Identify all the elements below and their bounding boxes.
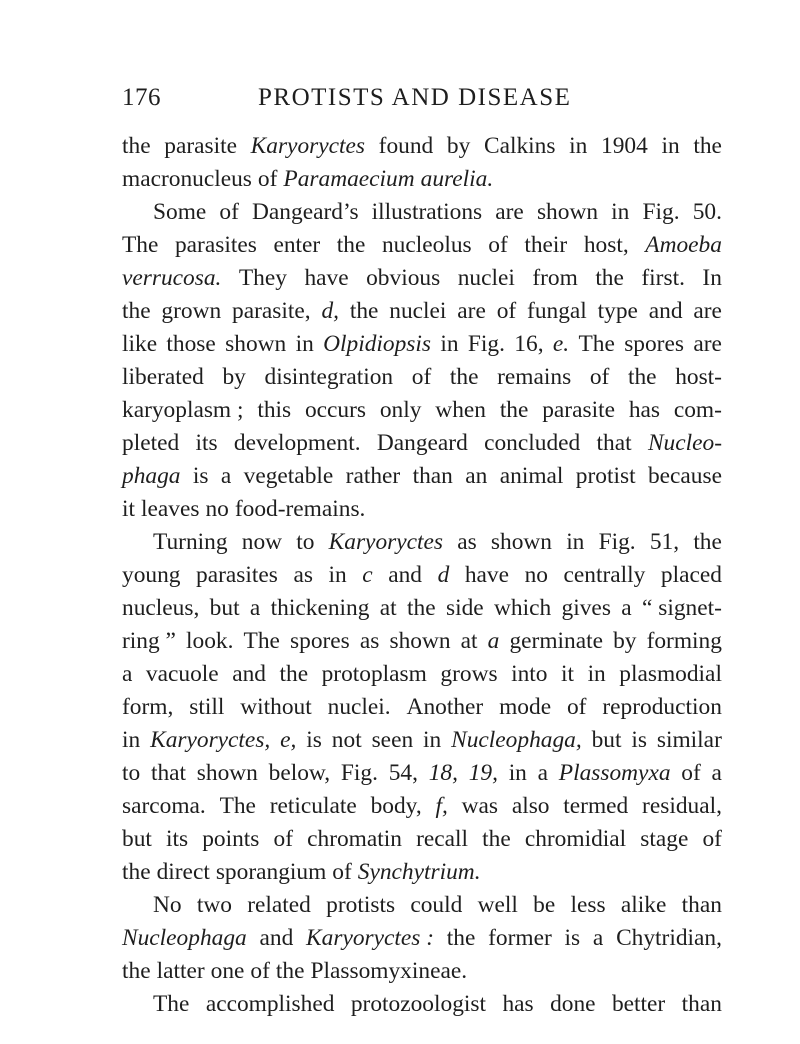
word: sarcoma. (122, 793, 206, 819)
word: spores (290, 628, 350, 654)
word: chromatin (307, 826, 402, 852)
word: found (378, 133, 434, 159)
word: shown (225, 331, 287, 357)
word: Karyoryctes (328, 529, 443, 555)
word: chromidial (524, 826, 627, 852)
word: have (304, 265, 349, 291)
word: host, (583, 232, 629, 258)
word: grown (161, 298, 222, 324)
word: Another (406, 694, 484, 720)
word: 18, (428, 760, 458, 786)
word: be (533, 892, 556, 918)
text-line (122, 163, 722, 196)
word: gives (561, 595, 611, 621)
text-line (122, 592, 722, 625)
word: and (232, 661, 266, 687)
word: and (259, 925, 294, 951)
text-line (122, 823, 722, 856)
word: type (597, 298, 638, 324)
word: by (613, 628, 637, 654)
word: Calkins (483, 133, 556, 159)
text-line (122, 361, 722, 394)
word: Nucleo- (647, 430, 722, 456)
word: e, (280, 727, 297, 753)
text-line (122, 196, 722, 229)
word: the (279, 661, 309, 687)
word: Karyoryctes, (150, 727, 271, 753)
word: fungal (527, 298, 587, 324)
word: the (499, 397, 529, 423)
word: to (122, 760, 141, 786)
word: only (379, 397, 422, 423)
word: direct (156, 859, 210, 885)
word: protozoologist (350, 991, 486, 1017)
word: plasmodial (619, 661, 722, 687)
word: 51, (649, 529, 680, 555)
word: Fig. (598, 529, 636, 555)
word: from (532, 265, 578, 291)
word: Plassomyxineae. (310, 958, 468, 984)
text-line (122, 955, 722, 988)
word: centrally (563, 562, 646, 588)
word: similar (656, 727, 722, 753)
word: a (592, 925, 604, 951)
word: of (589, 364, 610, 390)
text-line (122, 328, 722, 361)
word: grows (440, 661, 498, 687)
word: vegetable (243, 463, 334, 489)
word: host- (675, 364, 722, 390)
word: nucleolus (381, 232, 472, 258)
word: thickening (270, 595, 370, 621)
word: Turning (153, 529, 228, 555)
word: their (524, 232, 568, 258)
word: done (550, 991, 596, 1017)
word: animal (499, 463, 564, 489)
word: also (511, 793, 550, 819)
word: an (465, 463, 488, 489)
word: c (362, 562, 373, 588)
word: occurs (304, 397, 367, 423)
word: are (457, 298, 486, 324)
word: no (524, 562, 548, 588)
page-header (122, 84, 722, 118)
word: 19, (468, 760, 498, 786)
word: still (189, 694, 225, 720)
word: the (122, 133, 151, 159)
word: obvious (366, 265, 441, 291)
word: protoplasm (321, 661, 427, 687)
word: and (388, 562, 423, 588)
word: com- (673, 397, 722, 423)
word: and (648, 298, 683, 324)
word: Nucleophaga (122, 925, 247, 951)
text-line (122, 691, 722, 724)
text-line (122, 988, 722, 1021)
word: The (578, 331, 615, 357)
word: Paramaecium (283, 166, 415, 192)
word: concluded (484, 430, 581, 456)
word: in (587, 661, 606, 687)
word: The (122, 232, 159, 258)
word: Fig. (642, 199, 680, 225)
word: the (122, 958, 151, 984)
word: are (693, 331, 722, 357)
word: recall (416, 826, 469, 852)
text-line (122, 757, 722, 790)
word: is (192, 463, 209, 489)
word: points (202, 826, 260, 852)
word: reticulate (269, 793, 357, 819)
word: of (257, 166, 278, 192)
text-line (122, 889, 722, 922)
word: Chytridian, (616, 925, 722, 951)
word: in (569, 133, 588, 159)
word: The (219, 793, 256, 819)
word: of (411, 364, 432, 390)
word: which (494, 595, 552, 621)
body-text (122, 130, 722, 1021)
text-line (122, 229, 722, 262)
word: a (249, 595, 261, 621)
word: sporangium (215, 859, 327, 885)
word: of (702, 826, 722, 852)
word: of (332, 859, 352, 885)
word: pleted (122, 430, 180, 456)
word: in (122, 727, 141, 753)
word: side (445, 595, 484, 621)
word: latter (156, 958, 205, 984)
text-line (122, 295, 722, 328)
word: the (446, 925, 476, 951)
word: leaves (141, 496, 200, 522)
text-line (122, 493, 722, 526)
word: shown (490, 529, 552, 555)
word: forming (646, 628, 722, 654)
word: vacuole (145, 661, 219, 687)
word: is (631, 727, 647, 753)
word: former (488, 925, 552, 951)
word: a (220, 463, 232, 489)
word: in (508, 760, 527, 786)
word: because (647, 463, 722, 489)
word: in (566, 529, 585, 555)
word: the (482, 826, 511, 852)
word: e. (552, 331, 570, 357)
word: of (488, 232, 508, 258)
word: food-remains. (234, 496, 366, 522)
word: are (495, 199, 524, 225)
word: in (611, 199, 630, 225)
word: was (461, 793, 499, 819)
word: this (257, 397, 292, 423)
word: its (166, 826, 189, 852)
word: without (240, 694, 312, 720)
word: in (328, 562, 347, 588)
word: not (331, 727, 362, 753)
text-line (122, 427, 722, 460)
word: a (621, 595, 632, 621)
word: the (122, 298, 151, 324)
word: In (702, 265, 722, 291)
word: a (122, 661, 133, 687)
word: nuclei (389, 298, 447, 324)
word: Dangeard’s (252, 199, 359, 225)
word: f, (435, 793, 448, 819)
word: the (349, 298, 379, 324)
word: Amoeba (645, 232, 722, 258)
word: in (423, 727, 442, 753)
word: are (693, 298, 722, 324)
word: 50. (692, 199, 722, 225)
word: of (566, 694, 587, 720)
word: nucleus, (122, 595, 200, 621)
word: remains (497, 364, 572, 390)
word: aurelia. (420, 166, 494, 192)
word: well (477, 892, 518, 918)
word: The (243, 628, 280, 654)
word: 54, (388, 760, 418, 786)
word: residual, (642, 793, 722, 819)
word: less (570, 892, 606, 918)
text-line (122, 922, 722, 955)
word: has (628, 397, 660, 423)
word: young (122, 562, 181, 588)
word: no (205, 496, 229, 522)
word: look. (186, 628, 234, 654)
word: Plassomyxa (558, 760, 671, 786)
text-line (122, 625, 722, 658)
word: in (661, 133, 680, 159)
word: macronucleus (122, 166, 252, 192)
text-line (122, 130, 722, 163)
word: ring ” (122, 628, 176, 654)
word: into (511, 661, 548, 687)
word: parasite, (232, 298, 311, 324)
word: of (219, 199, 239, 225)
text-line (122, 790, 722, 823)
word: now (241, 529, 283, 555)
word: illustrations (371, 199, 483, 225)
word: termed (563, 793, 629, 819)
word: by (446, 133, 471, 159)
word: but (591, 727, 622, 753)
word: No (153, 892, 182, 918)
word: the (275, 958, 305, 984)
word: than (412, 463, 453, 489)
word: a (537, 760, 549, 786)
word: development. (233, 430, 361, 456)
word: form, (122, 694, 174, 720)
word: disintegration (264, 364, 394, 390)
word: karyoplasm ; (122, 397, 244, 423)
word: the (449, 364, 479, 390)
text-line (122, 394, 722, 427)
word: the (595, 265, 624, 291)
word: verrucosa. (122, 265, 222, 291)
word: Karyoryctes : (306, 925, 435, 951)
word: d, (321, 298, 340, 324)
word: has (502, 991, 534, 1017)
word: at (379, 595, 397, 621)
word: is (564, 925, 581, 951)
word: those (166, 331, 216, 357)
word: stage (640, 826, 689, 852)
word: parasite (542, 397, 615, 423)
word: Synchytrium. (357, 859, 481, 885)
word: one (210, 958, 245, 984)
word: the (693, 529, 722, 555)
word: the (122, 859, 151, 885)
word: could (410, 892, 463, 918)
word: They (238, 265, 287, 291)
word: Olpidiopsis (323, 331, 431, 357)
word: first. (641, 265, 685, 291)
word: nuclei. (327, 694, 391, 720)
word: parasites (174, 232, 257, 258)
word: in (440, 331, 459, 357)
word: The (153, 991, 190, 1017)
text-line (122, 526, 722, 559)
word: d (437, 562, 450, 588)
word: two (196, 892, 232, 918)
word: that (596, 430, 632, 456)
word: Nucleophaga, (451, 727, 582, 753)
word: by (222, 364, 246, 390)
word: protists (326, 892, 396, 918)
word: than (681, 991, 722, 1017)
word: rather (345, 463, 401, 489)
word: below, (268, 760, 331, 786)
running-title: PROTISTS AND DISEASE (258, 84, 572, 111)
word: 1904 (601, 133, 648, 159)
word: that (150, 760, 187, 786)
word: a (711, 760, 722, 786)
word: accomplished (205, 991, 335, 1017)
word: body, (370, 793, 422, 819)
word: like (122, 331, 158, 357)
word: better (611, 991, 666, 1017)
word: but (122, 826, 152, 852)
word: its (195, 430, 218, 456)
word: in (295, 331, 314, 357)
word: but (209, 595, 240, 621)
text-line (122, 559, 722, 592)
word: shown (389, 628, 451, 654)
word: as (359, 628, 380, 654)
word: placed (660, 562, 722, 588)
word: a (487, 628, 500, 654)
word: alike (620, 892, 667, 918)
word: the (693, 133, 722, 159)
word: it (561, 661, 575, 687)
word: Fig. (467, 331, 505, 357)
text-line (122, 724, 722, 757)
word: of (273, 826, 294, 852)
word: the (627, 364, 657, 390)
word: nuclei (457, 265, 515, 291)
word: the (407, 595, 436, 621)
word: Some (153, 199, 207, 225)
word: phaga (122, 463, 181, 489)
word: enter (273, 232, 321, 258)
word: germinate (509, 628, 603, 654)
word: Fig. (340, 760, 378, 786)
word: reproduction (602, 694, 722, 720)
word: protist (575, 463, 636, 489)
text-line (122, 460, 722, 493)
text-line (122, 262, 722, 295)
word: of (681, 760, 701, 786)
word: of (250, 958, 270, 984)
word: when (435, 397, 486, 423)
word: as (293, 562, 313, 588)
word: of (496, 298, 517, 324)
word: it (122, 496, 135, 522)
word: is (306, 727, 322, 753)
word: shown (536, 199, 599, 225)
word: shown (196, 760, 258, 786)
text-line (122, 856, 722, 889)
word: “ signet- (642, 595, 722, 621)
word: spores (624, 331, 684, 357)
word: 16, (514, 331, 544, 357)
text-line (122, 658, 722, 691)
word: to (296, 529, 315, 555)
word: related (247, 892, 311, 918)
word: parasites (196, 562, 278, 588)
word: mode (499, 694, 552, 720)
word: the (336, 232, 366, 258)
word: than (681, 892, 722, 918)
word: parasite (164, 133, 237, 159)
word: at (460, 628, 478, 654)
word: as (457, 529, 477, 555)
word: seen (371, 727, 414, 753)
word: liberated (122, 364, 204, 390)
page-number: 176 (122, 84, 161, 111)
word: have (464, 562, 509, 588)
word: Karyoryctes (250, 133, 365, 159)
word: Dangeard (376, 430, 468, 456)
